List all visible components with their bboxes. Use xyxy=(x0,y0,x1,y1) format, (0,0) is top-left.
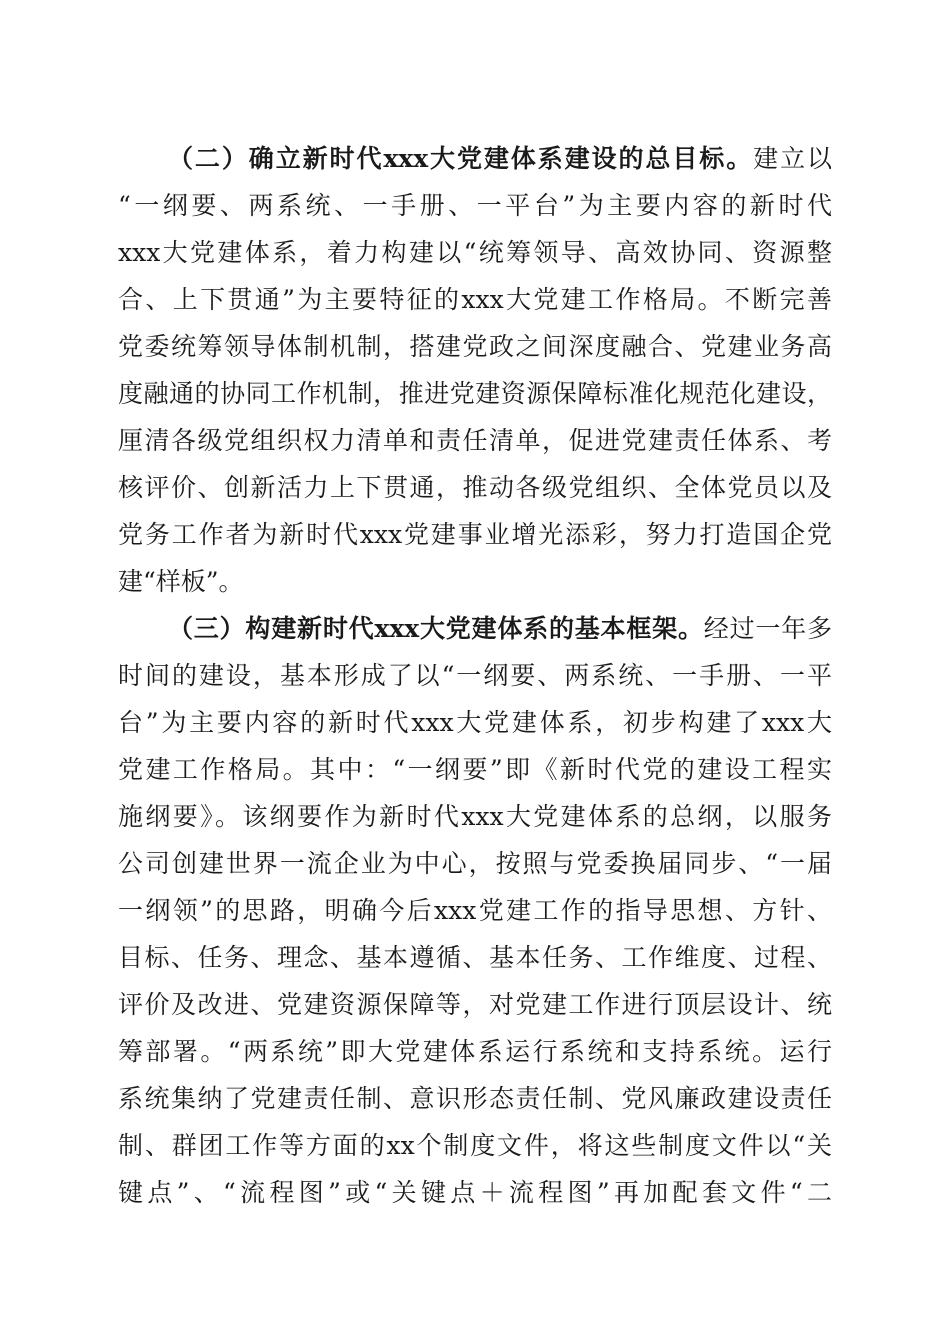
paragraph-2-line-3: 台”为主要内容的新时代xxx大党建体系，初步构建了xxx大 xyxy=(118,708,832,737)
paragraph-2-line-4: 党建工作格局。其中：“一纲要”即《新时代党的建设工程实 xyxy=(118,755,832,784)
paragraph-1-line-4: 合、上下贯通”为主要特征的xxx大党建工作格局。不断完善 xyxy=(118,285,832,314)
paragraph-2-line-11: 系统集纳了党建责任制、意识形态责任制、党风廉政建设责任 xyxy=(118,1084,832,1113)
paragraph-1-line-10: 建“样板”。 xyxy=(118,567,244,596)
paragraph-1-text: 建立以 xyxy=(753,144,832,173)
paragraph-2-heading: （三）构建新时代xxx大党建体系的基本框架。 xyxy=(168,614,704,643)
paragraph-1-line-6: 度融通的协同工作机制，推进党建资源保障标准化规范化建设， xyxy=(118,379,832,408)
paragraph-1-line-8: 核评价、创新活力上下贯通，推动各级党组织、全体党员以及 xyxy=(118,473,832,502)
paragraph-2-line-9: 评价及改进、党建资源保障等，对党建工作进行顶层设计、统 xyxy=(118,990,832,1019)
paragraph-1-line-1 xyxy=(168,139,832,179)
paragraph-2-line-8: 目标、任务、理念、基本遵循、基本任务、工作维度、过程、 xyxy=(118,943,832,972)
paragraph-1-line-5: 党委统筹领导体制机制，搭建党政之间深度融合、党建业务高 xyxy=(118,332,832,361)
paragraph-2-line-13: 键点”、“流程图”或“关键点＋流程图”再加配套文件“二 xyxy=(118,1178,832,1207)
paragraph-2-line-2: 时间的建设，基本形成了以“一纲要、两系统、一手册、一平 xyxy=(118,661,832,690)
paragraph-1-line-9: 党务工作者为新时代xxx党建事业增光添彩，努力打造国企党 xyxy=(118,520,832,549)
paragraph-2-line-5: 施纲要》。该纲要作为新时代xxx大党建体系的总纲，以服务 xyxy=(118,802,832,831)
paragraph-2-text: 经过一年多 xyxy=(703,614,832,643)
paragraph-2-line-12: 制、群团工作等方面的xx个制度文件，将这些制度文件以“关 xyxy=(118,1131,832,1160)
paragraph-2-line-7: 一纲领”的思路，明确今后xxx党建工作的指导思想、方针、 xyxy=(118,896,832,925)
paragraph-1-line-2: “一纲要、两系统、一手册、一平台”为主要内容的新时代 xyxy=(118,191,832,220)
paragraph-2-line-6: 公司创建世界一流企业为中心，按照与党委换届同步、“一届 xyxy=(118,849,832,878)
paragraph-1-line-3: xxx大党建体系，着力构建以“统筹领导、高效协同、资源整 xyxy=(118,238,832,267)
paragraph-1-line-7: 厘清各级党组织权力清单和责任清单，促进党建责任体系、考 xyxy=(118,426,832,455)
paragraph-2-line-1 xyxy=(168,609,832,649)
paragraph-2-line-10: 筹部署。“两系统”即大党建体系运行系统和支持系统。运行 xyxy=(118,1037,832,1066)
paragraph-1-heading: （二）确立新时代xxx大党建体系建设的总目标。 xyxy=(168,144,754,173)
